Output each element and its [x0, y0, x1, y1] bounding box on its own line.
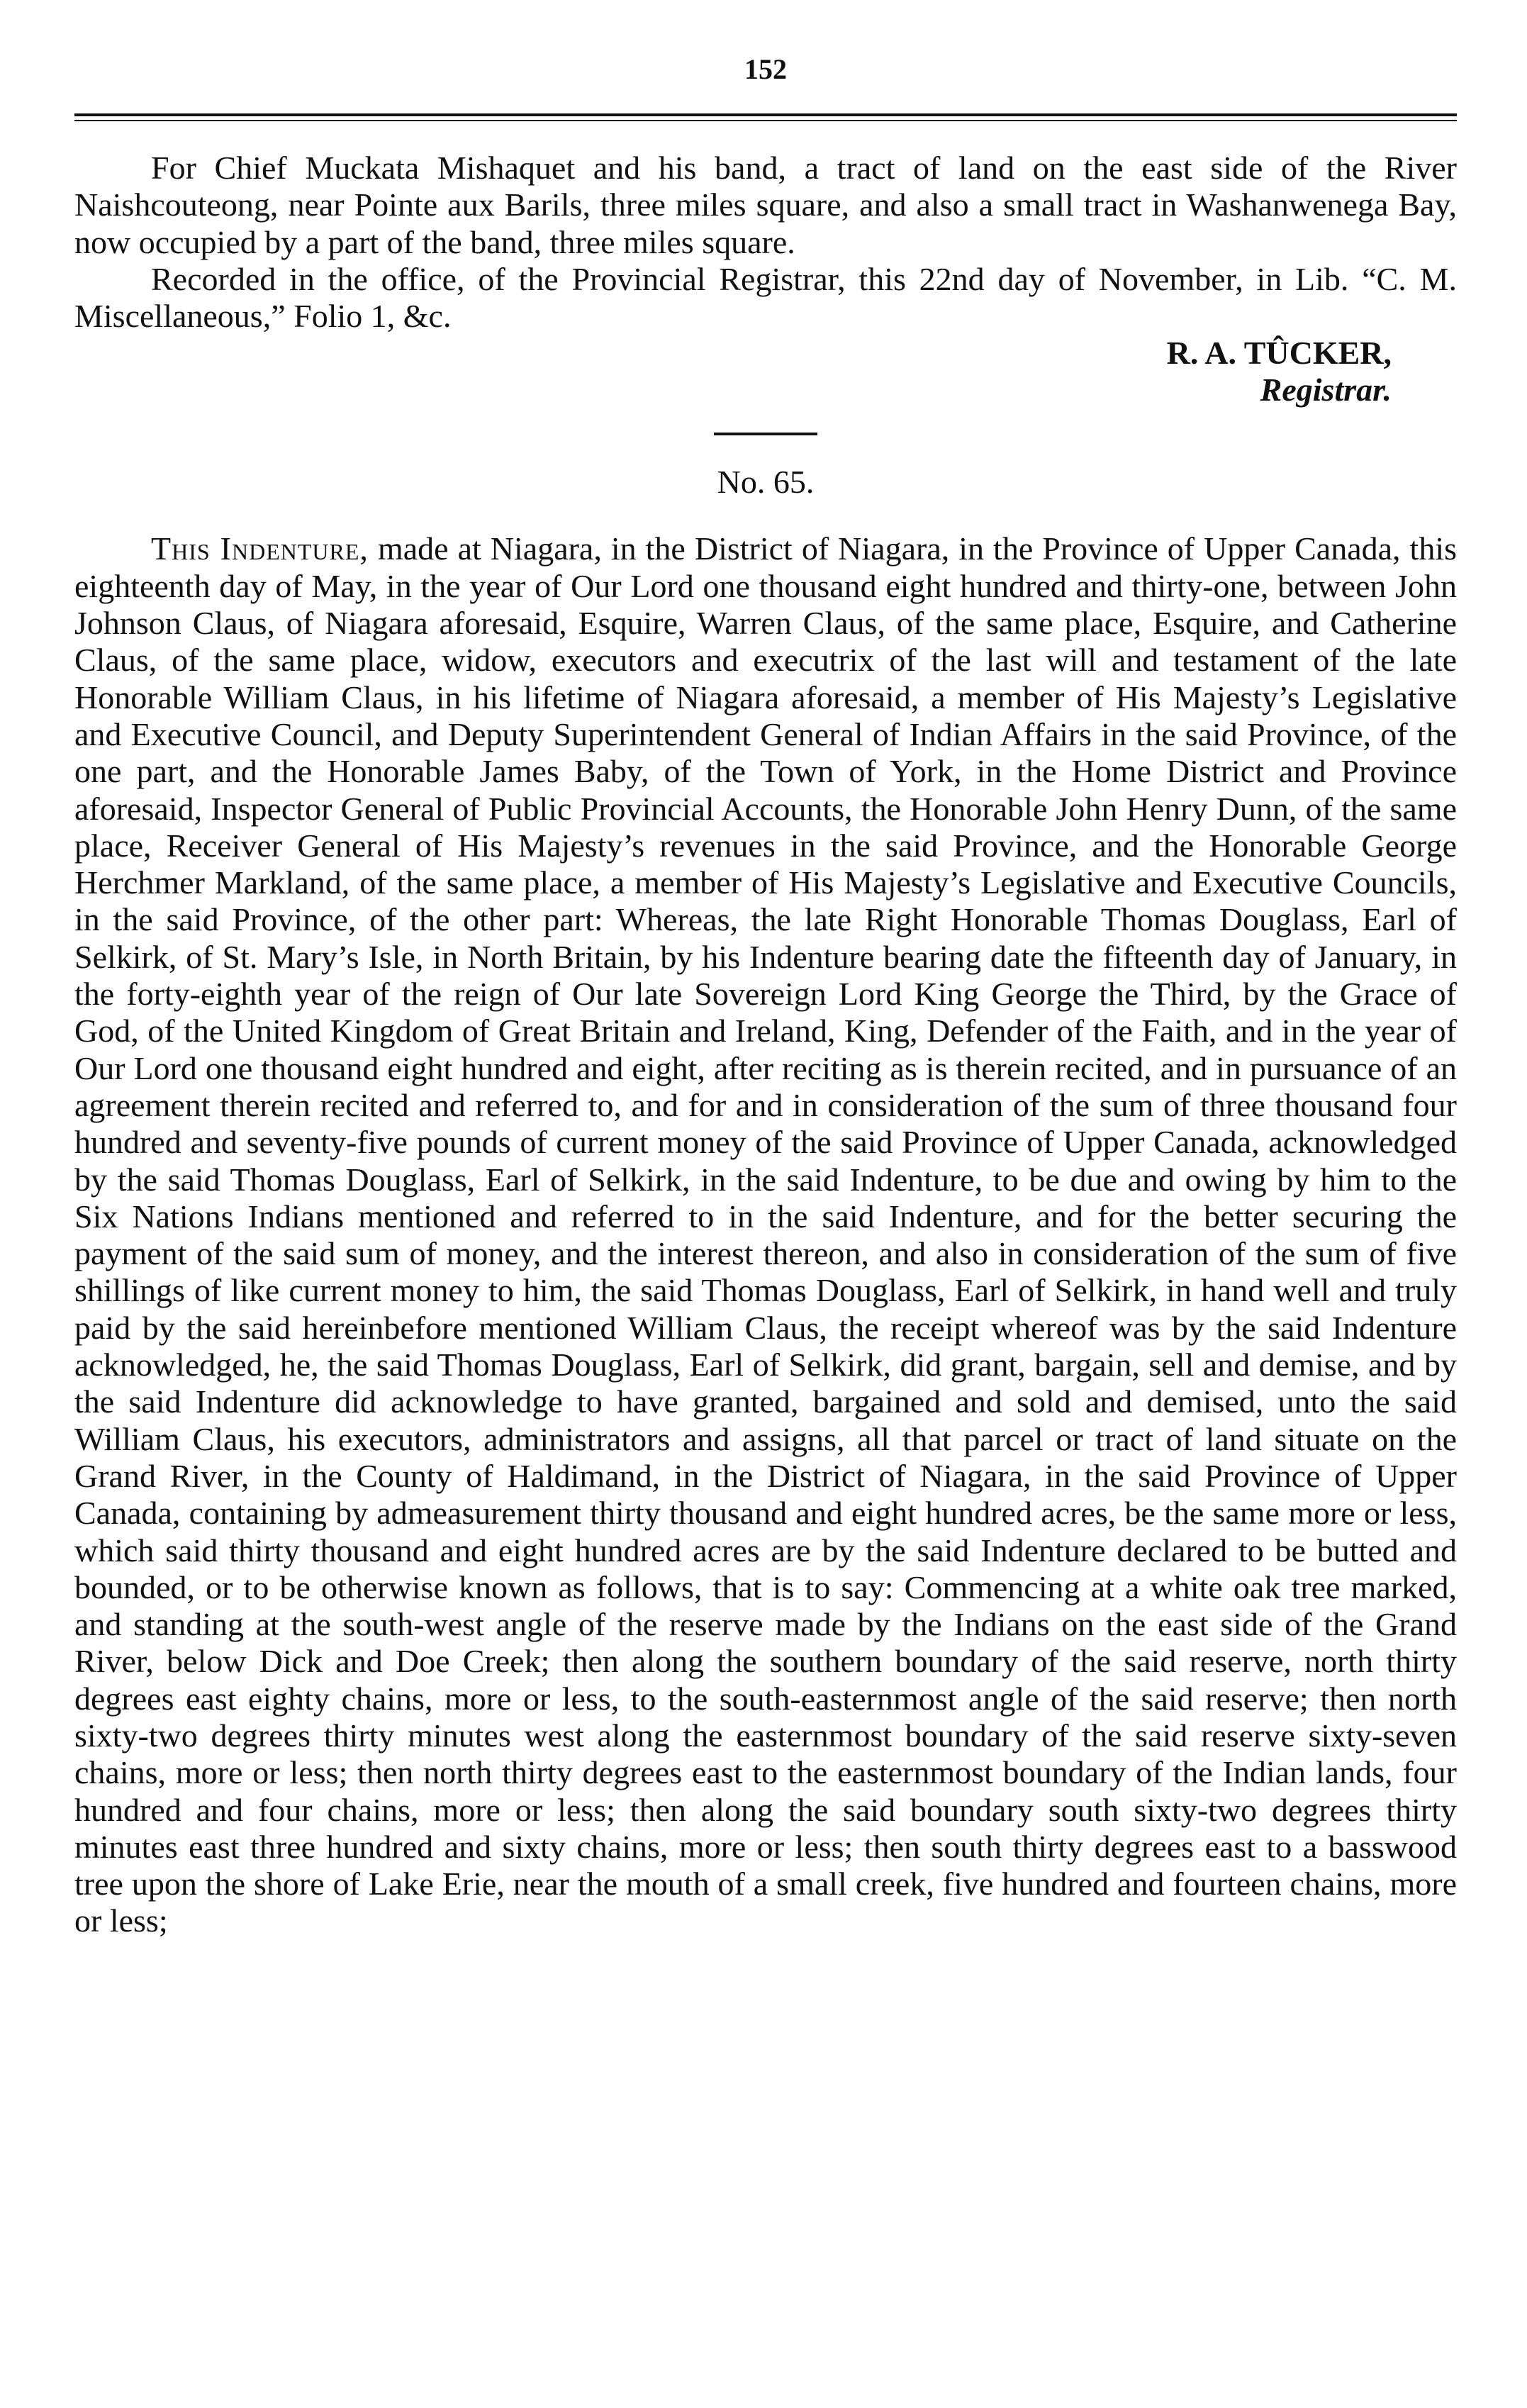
paragraph-indenture — [74, 530, 1457, 1939]
section-number: No. 65. — [717, 464, 815, 501]
document-page — [74, 50, 1457, 2390]
signature-name — [74, 335, 1457, 372]
paragraph-chief-muckata: For Chief Muckata Mishaquet and his band, a tract of land on the east side of the River Naishcouteong, near Pointe aux Barils, three miles square, and also a small tract in Washanwenega Bay, now occupied by a part of the band, three miles square. — [74, 150, 1457, 260]
header-rule — [74, 113, 1457, 121]
section-rule — [714, 433, 817, 435]
paragraph-recorded: Recorded in the office, of the Provincial Registrar, this 22nd day of November, in Lib. “C. M. Miscellaneous,” Folio 1, &c. — [74, 260, 1457, 335]
registrar-name: R. A. TÛCKER, — [1166, 335, 1392, 372]
indenture-lead: This Indenture, — [151, 530, 369, 567]
page-number: 152 — [744, 53, 787, 85]
indenture-body: made at Niagara, in the District of Niagara, in the Province of Upper Canada, this eighteenth day of May, in the year of Our Lord one thousand eight hundred and thirty-one, between John Johnson Claus, of Niagara aforesaid, Esquire, Warren Claus, of the same place, Esquire, and Catherine Claus, of the same place, widow, executors and executrix of the last will and testament of the late Honorable William Claus, in his lifetime of Niagara aforesaid, a member of His Majesty’s Legislative and Executive Council, and Deputy Superintendent General of Indian Affairs in the said Province, of the one part, and the Honorable James Baby, of the Town of York, in the Home District and Province aforesaid, Inspector General of Public Provincial Accounts, the Honorable John Henry Dunn, of the same place, Receiver General of His Majesty’s revenues in the said Province, and the Honorable George Herchmer Markland, of the same place, a member of His Majesty’s Legislative and Executive Councils, in the said Province, of the other part: Whereas, the late Right Honorable Thomas Douglass, Earl of Selkirk, of St. Mary’s Isle, in North Britain, by his Indenture bearing date the fifteenth day of January, in the forty-eighth year of the reign of Our late Sovereign Lord King George the Third, by the Grace of God, of the United Kingdom of Great Britain and Ireland, King, Defender of the Faith, and in the year of Our Lord one thousand eight hundred and eight, after reciting as is therein recited, and in pursuance of an agreement therein recited and referred to, and for and in consideration of the sum of three thousand four hundred and seventy-five pounds of current money of the said Province of Upper Canada, acknowledged by the said Thomas Douglass, Earl of Selkirk, in the said Indenture, to be due and owing by him to the Six Nations Indians mentioned and referred to in the said Indenture, and for the better securing the payment of the said sum of money, and the interest thereon, and also in consideration of the sum of five shillings of like current money to him, the said Thomas Douglass, Earl of Selkirk, in hand well and truly paid by the said hereinbefore mentioned William Claus, the receipt whereof was by the said Indenture acknowledged, he, the said Thomas Douglass, Earl of Selkirk, did grant, bargain, sell and demise, and by the said Indenture did acknowledge to have granted, bargained and sold and demised, unto the said William Claus, his executors, administrators and assigns, all that parcel or tract of land situate on the Grand River, in the County of Haldimand, in the District of Niagara, in the said Province of Upper Canada, containing by admeasurement thirty thousand and eight hundred acres, be the same more or less, which said thirty thousand and eight hundred acres are by the said Indenture declared to be butted and bounded, or to be otherwise known as follows, that is to say: Commencing at a white oak tree marked, and standing at the south-west angle of the reserve made by the Indians on the east side of the Grand River, below Dick and Doe Creek; then along the southern boundary of the said reserve, north thirty degrees east eighty chains, more or less, to the south-easternmost angle of the said reserve; then north sixty-two degrees thirty minutes west along the easternmost boundary of the said reserve sixty-seven chains, more or less; then north thirty degrees east to the easternmost boundary of the Indian lands, four hundred and four chains, more or less; then along the said boundary south sixty-two degrees thirty minutes east three hundred and sixty chains, more or less; then south thirty degrees east to a basswood tree upon the shore of Lake Erie, near the mouth of a small creek, five hundred and fourteen chains, more or less; — [74, 530, 1457, 1939]
signature-title: Registrar. — [1260, 372, 1392, 408]
